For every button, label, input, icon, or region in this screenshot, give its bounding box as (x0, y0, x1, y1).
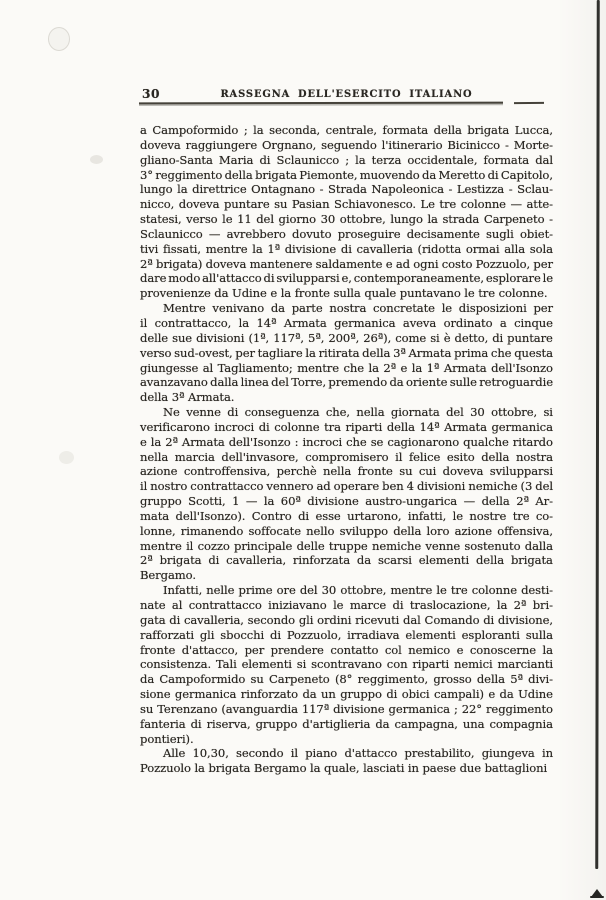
running-head (140, 87, 553, 102)
text-line: il contrattacco, la 14ª Armata germanica aveva ordinato a cinque (140, 315, 553, 330)
text-line: Pozzuolo la brigata Bergamo la quale, lasciati in paese due battaglioni (140, 761, 548, 776)
text-line: delle sue divisioni (1ª, 117ª, 5ª, 200ª, 26ª), come si è detto, di puntare (140, 330, 553, 345)
text-line: sione germanica rinforzato da un gruppo di obici campali) e da Udine (140, 687, 553, 702)
text-line: Infatti, nelle prime ore del 30 ottobre, mentre le tre colonne desti- (163, 583, 553, 598)
text-line: gruppo Scotti, 1 — la 60ª divisione austro-ungarica — della 2ª Ar- (140, 494, 553, 509)
text-line: 2ª brigata) doveva mantenere saldamente e ad ogni costo Pozzuolo, per (140, 256, 553, 271)
body-text (140, 123, 553, 776)
scan-smudge (48, 27, 70, 51)
header-rule-dash (514, 101, 544, 103)
text-line: fanteria di riserva, gruppo d'artiglieria da campagna, una compagnia (140, 716, 553, 731)
text-line: 2ª brigata di cavalleria, rinforzata da scarsi elementi della brigata (140, 553, 553, 568)
text-line: Sclaunicco — avrebbero dovuto proseguire decisamente sugli obiet- (140, 226, 553, 241)
text-line: su Terenzano (avanguardia 117ª divisione germanica ; 22° reggimento (140, 701, 553, 716)
text-line: avanzavano dalla linea del Torre, premendo da oriente sulle retroguardie (140, 375, 553, 390)
text-line: mentre il cozzo principale delle truppe nemiche venne sostenuto dalla (140, 538, 553, 553)
text-line: Mentre venivano da parte nostra concretate le disposizioni per (163, 301, 553, 316)
text-line: nella marcia dell'invasore, compromisero il felice esito della nostra (140, 449, 553, 464)
text-line: gata di cavalleria, secondo gli ordini ricevuti dal Comando di divisione, (140, 612, 553, 627)
running-title: RASSEGNA DELL'ESERCITO ITALIANO (220, 89, 473, 100)
text-line: Alle 10,30, secondo il piano d'attacco prestabilito, giungeva in (163, 746, 553, 761)
text-line: consistenza. Tali elementi si scontravano con riparti nemici marcianti (140, 657, 553, 672)
text-line: lungo la direttrice Ontagnano - Strada Napoleonica - Lestizza - Sclau- (140, 182, 553, 197)
text-line: statesi, verso le 11 del giorno 30 ottobre, lungo la strada Carpeneto - (140, 212, 553, 227)
text-line: provenienze da Udine e la fronte sulla quale puntavano le tre colonne. (140, 286, 548, 301)
text-line: a Campoformido ; la seconda, centrale, formata della brigata Lucca, (140, 123, 553, 137)
text-line: nicco, doveva puntare su Pasian Schiavonesco. Le tre colonne — atte- (140, 197, 553, 212)
scan-smudge (59, 451, 74, 464)
page-edge-scan-line (595, 0, 599, 869)
text-line: giungesse al Tagliamento; mentre che la 2ª e la 1ª Armata dell'Isonzo (140, 360, 553, 375)
text-line: 3° reggimento della brigata Piemonte, muovendo da Meretto di Capitolo, (140, 167, 553, 182)
text-line: mata dell'Isonzo). Contro di esse urtarono, infatti, le nostre tre co- (140, 508, 553, 523)
text-line: della 3ª Armata. (140, 390, 235, 405)
text-line: doveva raggiungere Orgnano, seguendo l'itinerario Bicinicco - Morte- (140, 137, 553, 152)
text-line: Bergamo. (140, 568, 196, 583)
text-line: verificarono incroci di colonne tra riparti della 14ª Armata germanica (140, 419, 553, 434)
text-line: rafforzati gli sbocchi di Pozzuolo, irradiava elementi esploranti sulla (140, 627, 553, 642)
text-line: dare modo all'attacco di svilupparsi e, contemporaneamente, esplorare le (140, 271, 553, 286)
ink-blot (591, 889, 603, 897)
text-line: gliano-Santa Maria di Sclaunicco ; la terza occidentale, formata dal (140, 152, 553, 167)
text-line: nate al contrattacco iniziavano le marce di traslocazione, la 2ª bri- (140, 598, 553, 612)
text-line: e la 2ª Armata dell'Isonzo : incroci che se cagionarono qualche ritardo (140, 434, 553, 449)
header-rule (139, 102, 503, 104)
text-line: pontieri). (140, 731, 194, 746)
text-line: lonne, rimanendo soffocate nello sviluppo della loro azione offensiva, (140, 523, 553, 538)
text-line: fronte d'attacco, per prendere contatto col nemico e conoscerne la (140, 642, 553, 657)
text-line: azione controffensiva, perchè nella fronte su cui doveva svilupparsi (140, 464, 553, 479)
text-line: da Campoformido su Carpeneto (8° reggimento, grosso della 5ª divi- (140, 672, 553, 687)
scan-smudge (90, 155, 103, 164)
text-line: verso sud-ovest, per tagliare la ritirata della 3ª Armata prima che questa (140, 345, 553, 360)
page-number: 30 (142, 87, 160, 101)
text-line: Ne venne di conseguenza che, nella giornata del 30 ottobre, si (163, 405, 553, 420)
text-line: tivi fissati, mentre la 1ª divisione di cavalleria (ridotta ormai alla sola (140, 241, 553, 256)
text-line: il nostro contrattacco vennero ad operare ben 4 divisioni nemiche (3 del (140, 479, 553, 494)
